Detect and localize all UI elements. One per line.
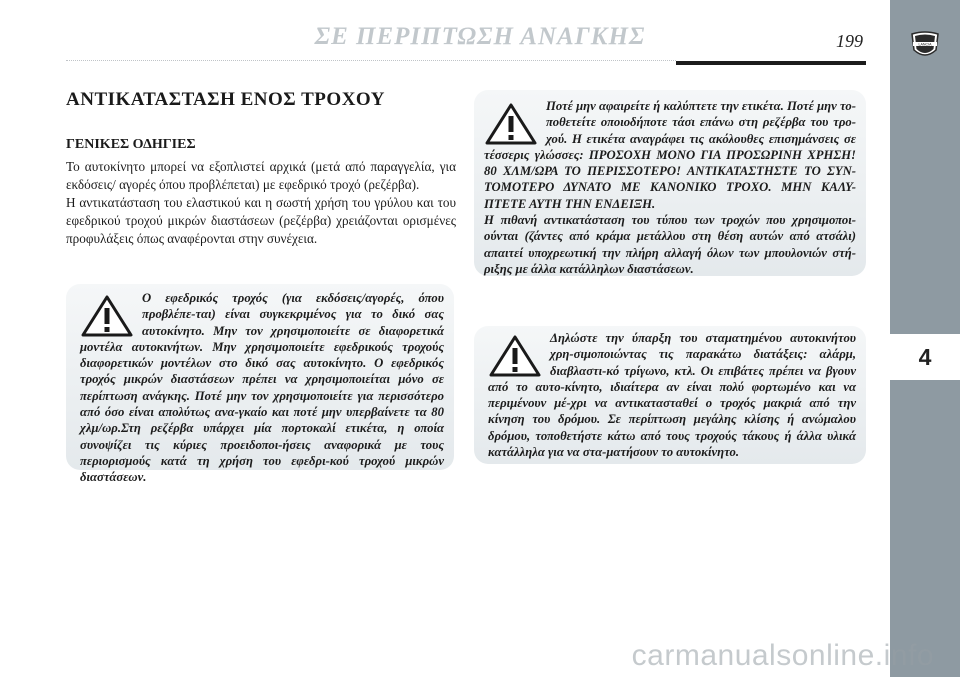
header-dotted-rule [66,60,676,61]
watermark: carmanualsonline.info [631,639,934,672]
chapter-tab[interactable]: 4 [890,334,960,380]
warning-3-text: Δηλώστε την ύπαρξη του σταματημένου αυτοκινήτου χρη-σιμοποιώντας τις παρακάτω διατάξεις: αλάρμ, διαβλαστι-κό τρίγωνο, κτλ. Οι επιβάτες πρέπει να βγουν από το αυτο-κίνητο, ιδιαίτερα αν είναι πολύ φορτωμένο και να περιμένουν μέ-χρι να αντικατασταθεί ο τροχός μακριά από την κίνηση του δρόμου. Σε περίπτωση μεγάλης κλίσης ή ανώμαλου δρόμου, τοποθετήστε κάτω από τους τροχούς τάκους ή άλλα υλικά κατάλληλα για να στα-ματήσουν το αυτοκίνητο. [488,331,856,460]
chapter-title: ΣΕ ΠΕΡΙΠΤΩΣΗ ΑΝΑΓΚΗΣ [314,23,646,50]
svg-text:LANCIA: LANCIA [918,42,932,47]
subsection-title: ΓΕΝΙΚΕΣ ΟΔΗΓΙΕΣ [66,137,196,152]
section-title: ΑΝΤΙΚΑΤΑΣΤΑΣΗ ΕΝΟΣ ΤΡΟΧΟΥ [66,89,385,110]
warning-triangle-icon [80,294,134,338]
lancia-logo-icon [908,30,942,60]
warning-box-label [474,90,866,276]
paragraph-1: Το αυτοκίνητο μπορεί να εξοπλιστεί αρχικά (μετά από παραγγελία, για εκδόσεις/ αγορές όπου προβλέπεται) με εφεδρικό τροχό (ρεζέρβα). [66,159,456,192]
warning-box-stopped-vehicle [474,326,866,464]
warning-1-text: Ποτέ μην αφαιρείτε ή καλύπτετε την ετικέτα. Ποτέ μην το-ποθετείτε οποιοδήποτε τάσι επάνω στη ρεζέρβα του τρο-χού. Η ετικέτα αναγράφει τις ακόλουθες επισημάνσεις σε τέσσερις γλώσσες: ΠΡΟΣΟΧΗ ΜΟΝΟ ΓΙΑ ΠΡΟΣΩΡΙΝΗ ΧΡΗΣΗ! 80 ΧΛΜ/ΩΡΑ ΤΟ ΠΕΡΙΣΣΟΤΕΡΟ! ΑΝΤΙΚΑΤΑΣΤΗΣΤΕ ΤΟ ΣΥΝ-ΤΟΜΟΤΕΡΟ ΔΥΝΑΤΟ ΜΕ ΚΑΝΟΝΙΚΟ ΤΡΟΧΟ. ΜΗΝ ΚΑΛΥ-ΠΤΕΤΕ ΑΥΤΗ ΤΗΝ ΕΝΔΕΙΞΗ. [484,99,856,211]
warning-triangle-icon [488,334,542,378]
warning-box-spare-wheel [66,284,454,485]
body-text [66,158,456,248]
warning-triangle-icon [484,102,538,146]
warning-1-text-2: Η πιθανή αντικατάσταση του τύπου των τροχών που χρησιμοποι-ούνται (ζάντες από κράμα μετάλλου στη θέση αυτών από ατσάλι) απαιτεί υποχρεωτική την πλήρη αλλαγή όλων των μπουλονιών στή-ριξης με άλλα κατάλληλων διαστάσεων. [484,213,856,276]
page-number: 199 [836,31,863,51]
header-thick-rule [676,61,866,65]
paragraph-2: Η αντικατάσταση του ελαστικού και η σωστή χρήση του γρύλου και του εφεδρικού τροχού μικρών διαστάσεων (ρεζέρβα) χρειάζονται ορισμένες προφυλάξεις όπως αναφέρονται στην συνέχεια. [66,195,456,246]
warning-2-text: Ο εφεδρικός τροχός (για εκδόσεις/αγορές, όπου προβλέπε-ται) είναι συγκεκριμένος για το δικό σας αυτοκίνητο. Μην τον χρησιμοποιείτε σε διαφορετικά μοντέλα αυτοκινήτων. Μην χρησιμοποιείτε εφεδρικούς τροχούς διαφορετικών μοντέλων στο δικό σας αυτοκίνητο. Ο εφεδρικός τροχός μικρών διαστάσεων πρέπει να χρησιμοποιείται μόνο σε περίπτωση ανάγκης. Ποτέ μην τον χρησιμοποιείτε για περισσότερο από όσο είναι απολύτως ανα-γκαίο και ποτέ μην υπερβαίνετε τα 80 χλμ/ωρ.Στη ρεζέρβα υπάρχει μία πορτοκαλί ετικέτα, η οποία συνοψίζει τις κύριες προειδοποι-ήσεις αναφορικά με τους περιορισμούς κατά τη χρήση του εφεδρι-κού τροχού μικρών διαστάσεων. [80,291,444,485]
